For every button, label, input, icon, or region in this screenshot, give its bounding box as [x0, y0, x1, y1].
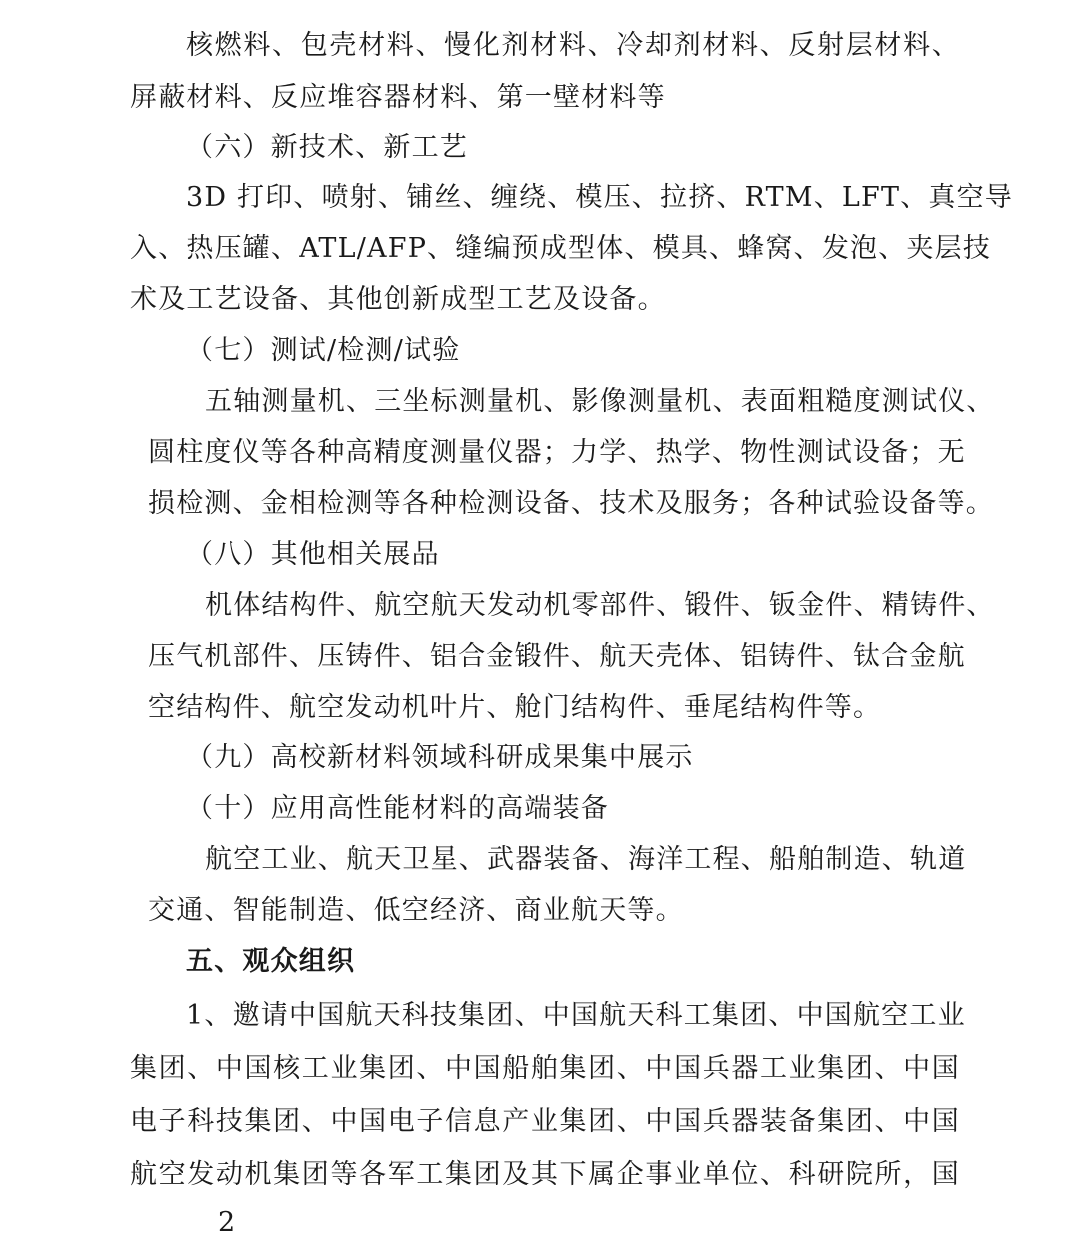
- text-line: 机体结构件、航空航天发动机零部件、锻件、钣金件、精铸件、: [205, 590, 995, 621]
- text-line: 1、邀请中国航天科技集团、中国航天科工集团、中国航空工业: [186, 1000, 966, 1031]
- section-heading: （十）应用高性能材料的高端装备: [186, 793, 609, 824]
- text-line: 压气机部件、压铸件、铝合金锻件、航天壳体、铝铸件、钛合金航: [148, 641, 966, 672]
- text-line: 核燃料、包壳材料、慢化剂材料、冷却剂材料、反射层材料、: [186, 30, 960, 61]
- section-heading: （八）其他相关展品: [186, 539, 440, 570]
- text-line: 损检测、金相检测等各种检测设备、技术及服务；各种试验设备等。: [148, 488, 994, 519]
- page-fragment: 2: [218, 1207, 236, 1238]
- text-line: 圆柱度仪等各种高精度测量仪器；力学、热学、物性测试设备；无: [148, 437, 966, 468]
- text-line: 五轴测量机、三坐标测量机、影像测量机、表面粗糙度测试仪、: [205, 386, 995, 417]
- text-line: 集团、中国核工业集团、中国船舶集团、中国兵器工业集团、中国: [130, 1053, 960, 1084]
- text-line: 航空发动机集团等各军工集团及其下属企事业单位、科研院所，国: [130, 1159, 960, 1190]
- section-heading: （六）新技术、新工艺: [186, 132, 468, 163]
- text-line: 交通、智能制造、低空经济、商业航天等。: [148, 895, 684, 926]
- text-line: 空结构件、航空发动机叶片、舱门结构件、垂尾结构件等。: [148, 692, 882, 723]
- text-line: 电子科技集团、中国电子信息产业集团、中国兵器装备集团、中国: [130, 1106, 960, 1137]
- text-line: 术及工艺设备、其他创新成型工艺及设备。: [130, 284, 666, 315]
- text-line: 入、热压罐、ATL/AFP、缝编预成型体、模具、蜂窝、发泡、夹层技: [130, 233, 992, 264]
- section-heading: （七）测试/检测/试验: [186, 335, 461, 366]
- chapter-heading: 五、观众组织: [186, 946, 356, 977]
- text-line: 3D 打印、喷射、铺丝、缠绕、模压、拉挤、RTM、LFT、真空导: [186, 182, 1013, 213]
- section-heading: （九）高校新材料领域科研成果集中展示: [186, 742, 694, 773]
- text-line: 屏蔽材料、反应堆容器材料、第一壁材料等: [130, 82, 666, 113]
- text-line: 航空工业、航天卫星、武器装备、海洋工程、船舶制造、轨道: [205, 844, 967, 875]
